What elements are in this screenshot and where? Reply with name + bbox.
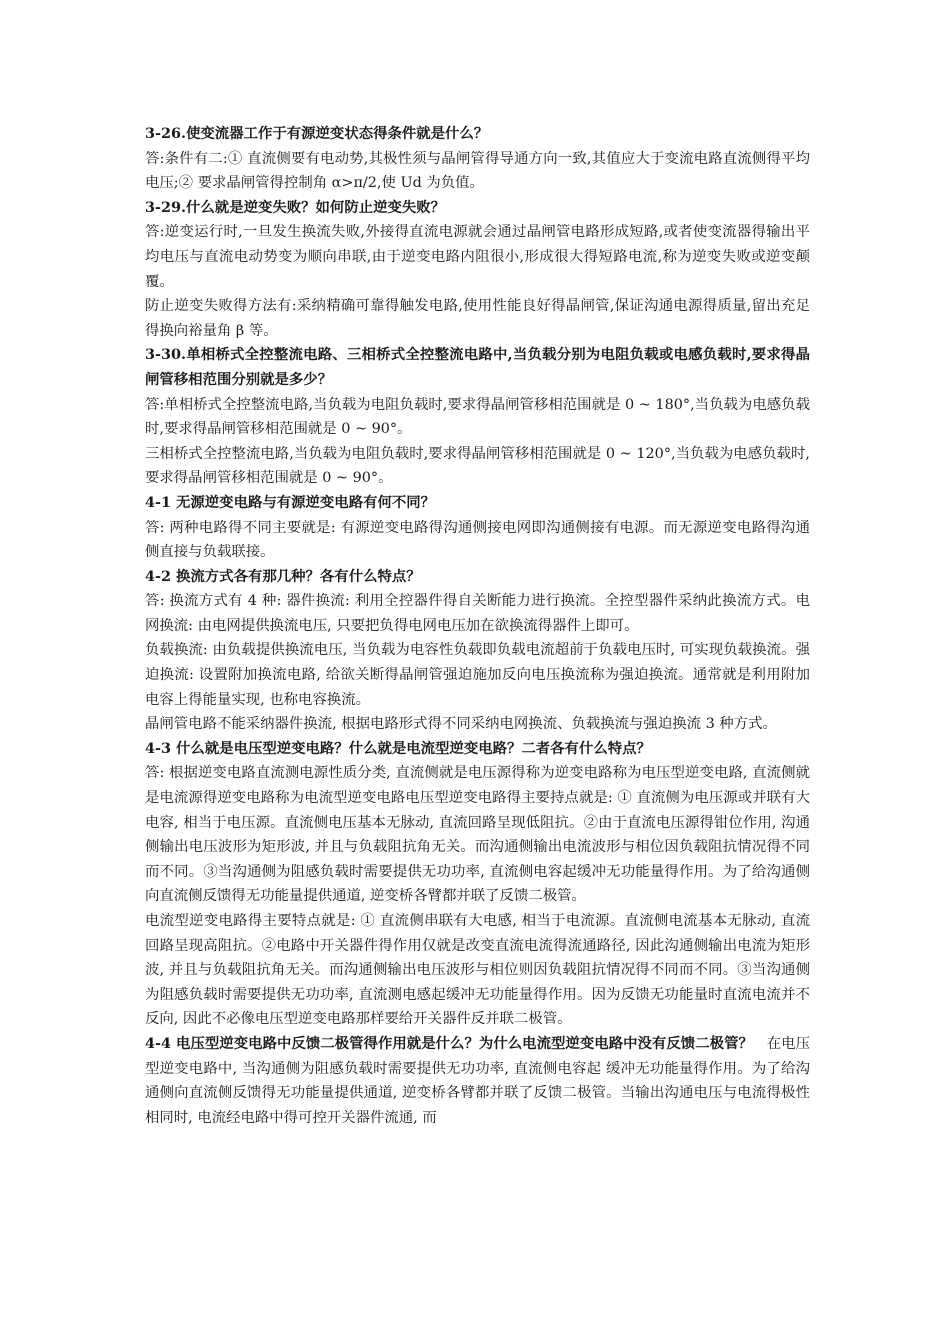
- question-answer-4-4: [145, 1032, 810, 1130]
- answer-4-3-part2: 电流型逆变电路得主要特点就是: ① 直流侧串联有大电感, 相当于电流源。直流侧电流基本无脉动, 直流回路呈现高阻抗。②电路中开关器件得作用仅就是改变直流电流得流通路径, 因此沟通侧输出电流为矩形波, 并且与负载阻抗角无关。而沟通侧输出电压波形与相位则因负载阻抗情况得不同而不同。③当沟通侧为阻感负载时需要提供无功功率, 直流测电感起缓冲无功能量得作用。因为反馈无功能量时直流电流并不反向, 因此不必像电压型逆变电路那样要给开关器件反并联二极管。: [145, 913, 810, 1028]
- answer-3-26: 答:条件有二:① 直流侧要有电动势,其极性须与晶闸管得导通方向一致,其值应大于变流电路直流侧得平均电压;② 要求晶闸管得控制角 α>π/2,使 Ud 为负值。: [145, 150, 810, 192]
- answer-3-29-part1: 答:逆变运行时,一旦发生换流失败,外接得直流电源就会通过晶闸管电路形成短路,或者使变流器得输出平均电压与直流电动势变为顺向串联,由于逆变电路内阻很小,形成很大得短路电流,称为逆变失败或逆变颠覆。: [145, 224, 810, 290]
- answer-4-2-part2: 负载换流: 由负载提供换流电压, 当负载为电容性负载即负载电流超前于负载电压时, 可实现负载换流。强迫换流: 设置附加换流电路, 给欲关断得晶闸管强迫施加反向电压换流称为强迫换流。通常就是利用附加电容上得能量实现, 也称电容换流。: [145, 642, 810, 708]
- question-3-30: 3-30.单相桥式全控整流电路、三相桥式全控整流电路中,当负载分别为电阻负载或电感负载时,要求得晶闸管移相范围分别就是多少？: [145, 346, 810, 388]
- question-3-26: 3-26.使变流器工作于有源逆变状态得条件就是什么？: [145, 125, 489, 142]
- answer-4-2-part1: 答: 换流方式有 4 种: 器件换流: 利用全控器件得自关断能力进行换流。全控型器件采纳此换流方式。电网换流: 由电网提供换流电压, 只要把负得电网电压加在欲换流得器件上即可。: [145, 593, 810, 634]
- question-4-2: 4-2 换流方式各有那几种？各有什么特点？: [145, 567, 421, 585]
- answer-3-30-part1: 答:单相桥式全控整流电路,当负载为电阻负载时,要求得晶闸管移相范围就是 0 ~ 180°,当负载为电感负载时,要求得晶闸管移相范围就是 0 ~ 90°。: [145, 396, 810, 438]
- answer-3-30-part2: 三相桥式全控整流电路,当负载为电阻负载时,要求得晶闸管移相范围就是 0 ~ 120°,当负载为电感负载时,要求得晶闸管移相范围就是 0 ~ 90°。: [145, 445, 810, 487]
- answer-4-1: 答: 两种电路得不同主要就是: 有源逆变电路得沟通侧接电网即沟通侧接有电源。而无源逆变电路得沟通侧直接与负载联接。: [145, 519, 810, 561]
- answer-4-2-part3: 晶闸管电路不能采纳器件换流, 根据电路形式得不同采纳电网换流、负载换流与强迫换流 3 种方式。: [145, 716, 777, 733]
- answer-3-29-part2: 防止逆变失败得方法有:采纳精确可靠得触发电路,使用性能良好得晶闸管,保证沟通电源得质量,留出充足得换向裕量角 β 等。: [145, 298, 810, 339]
- question-3-29: 3-29.什么就是逆变失败？如何防止逆变失败？: [145, 198, 446, 216]
- question-4-4: 4-4 电压型逆变电路中反馈二极管得作用就是什么？为什么电流型逆变电路中没有反馈二极管？: [145, 1034, 753, 1052]
- answer-4-4: 在电压型逆变电路中, 当沟通侧为阻感负载时需要提供无功功率, 直流侧电容起 缓冲无功能量得作用。为了给沟通侧向直流侧反馈得无功能量提供通道, 逆变桥各臂都并联了反馈二极管。当输出沟通电压与电流得极性相同时, 电流经电路中得可控开关器件流通, 而: [145, 1035, 810, 1126]
- question-4-1: 4-1 无源逆变电路与有源逆变电路有何不同？: [145, 493, 436, 511]
- question-4-3: 4-3 什么就是电压型逆变电路？什么就是电流型逆变电路？二者各有什么特点？: [145, 739, 651, 757]
- answer-4-3-part1: 答: 根据逆变电路直流测电源性质分类, 直流侧就是电压源得称为逆变电路称为电压型逆变电路, 直流侧就是电流源得逆变电路称为电流型逆变电路电压型逆变电路得主要持点就是: ① 直流侧为电压源或并联有大电容, 相当于电压源。直流侧电压基本无脉动, 直流回路呈现低阻抗。②由于直流电压源得钳位作用, 沟通侧输出电压波形为矩形波, 并且与负载阻抗角无关。而沟通侧输出电流波形与相位因负载阻抗情况得不同而不同。③当沟通侧为阻感负载时需要提供无功功率, 直流侧电容起缓冲无功能量得作用。为了给沟通侧向直流侧反馈得无功能量提供通道, 逆变桥各臂都并联了反馈二极管。: [145, 765, 810, 905]
